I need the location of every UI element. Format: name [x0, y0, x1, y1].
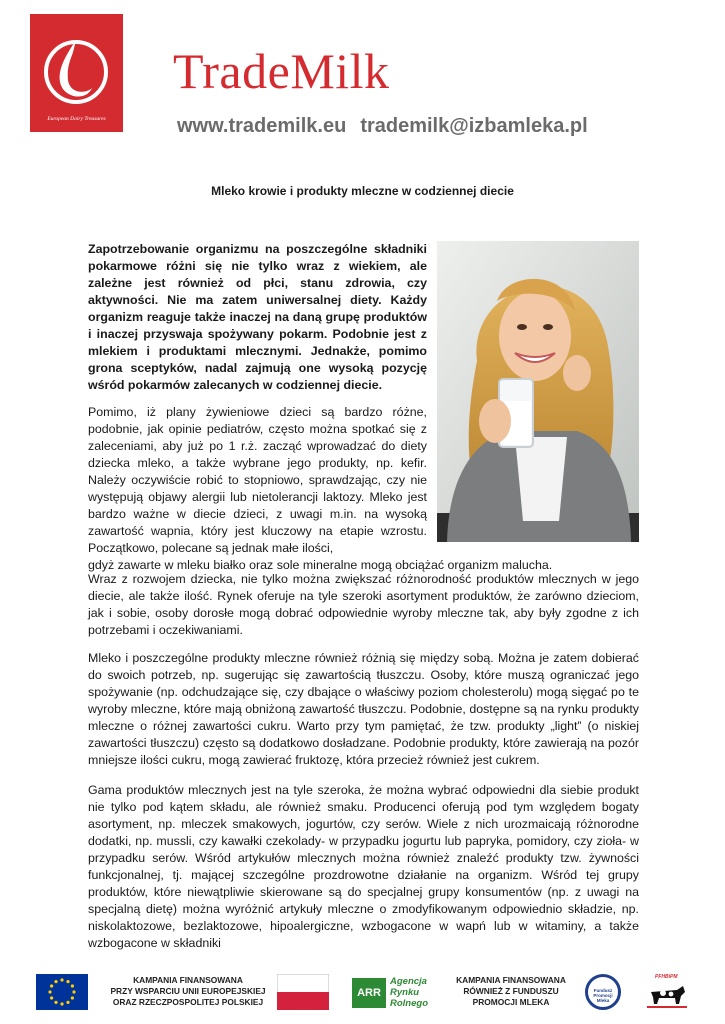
contact-line	[177, 115, 588, 138]
article-title: Mleko krowie i produkty mleczne w codziennej diecie	[211, 184, 514, 198]
paragraph-4: Gama produktów mlecznych jest na tyle szeroka, że można wybrać odpowiedni dla siebie produkt nie tylko pod kątem składu, ale również smaku. Producenci oferują pod tym względem bogaty asortyment, np. mleczek smakowych, jogurtów, czy serów. Wiele z nich urozmaicają różnorodne dodatki, np. mussli, czy kawałki czekolady- w przypadku jogurtu lub papryka, pomidory, czy zioła- w przypadku serów. Wśród artykułów mlecznych można również znaleźć produkty tzw. żywności funkcjonalnej, tj. mającej szczególne prozdrowotne działanie na organizm. Wśród tej grupy produktów, które niewątpliwie skierowane są do specjalnej grupy konsumentów (np. z uwagi na specjalną dietę) można wyróżnić artykuły mleczne o zmodyfikowanym odpowiednio składzie, np. niskolaktozowe, bezlaktozowe, hipoalergiczne, wzbogacone w wapń lub w witaminy, a także wzbogacone w składniki	[88, 783, 639, 950]
arr-logo: ARR Agencja Rynku Rolnego	[352, 976, 440, 1010]
cow-icon	[647, 982, 687, 1010]
brand-name: TradeMilk	[173, 43, 390, 99]
cow-breeders-logo: PFHBiPM	[645, 974, 689, 1012]
website-link[interactable]: www.trademilk.eu	[177, 115, 347, 137]
logo-caption: European Dairy Treasures	[47, 116, 106, 122]
paragraph-3: Mleko i poszczególne produkty mleczne również różnią się między sobą. Można je zatem dobierać do swoich potrzeb, np. sugerując się zawartością tłuszczu. Osoby, które muszą ograniczać jego spożywanie (np. odchudzające się, czy dbające o właściwy poziom cholesterolu) mogą sięgać po te wyroby mleczne, które mają obniżoną zawartość tłuszczu. Podobnie, dostępne są na rynku produkty mleczne o różnej zawartości cukru. Warto przy tym pamiętać, że tzw. produkty „light” (o niskiej zawartości tłuszczu) często są dodatkowo dosładzane. Podobnie produkty, które zawierają na pozór mniejsze ilości cukru, mogą zawierać fruktozę, która przecież również jest cukrem.	[88, 651, 639, 767]
paragraph-1-last-line: gdyż zawarte w mleku białko oraz sole mineralne mogą obciążać organizm malucha.	[88, 558, 553, 572]
footer	[0, 966, 725, 1024]
article-lead: Zapotrzebowanie organizmu na poszczególne składniki pokarmowe różni się nie tylko wraz z wiekiem, ale zależne jest również od płci, stanu zdrowia, czy aktywności. Nie ma zatem uniwersalnej diety. Każdy organizm reaguje także inaczej na daną grupę produktów i inaczej przyswaja spożywany pokarm. Podobnie jest z mlekiem i produktami mlecznymi. Jednakże, pomimo grona sceptyków, nadal zajmują one wysoką pozycję wśród pokarmów zalecanych w codziennej diecie.	[88, 242, 427, 392]
paragraph-2: Wraz z rozwojem dziecka, nie tylko można zwiększać różnorodność produktów mlecznych w jego diecie, ale także ilość. Rynek oferuje na tyle szeroki asortyment produktów, że zarówno dzieciom, jak i sobie, osoby dorosłe mogą dobrać odpowiednie wyroby mleczne tak, aby były zgodne z ich potrzebami i oczekiwaniami.	[88, 572, 639, 637]
poland-flag-icon	[277, 974, 329, 1010]
paragraph-1	[88, 404, 553, 574]
trademilk-logo	[30, 14, 123, 132]
milk-drop-icon	[30, 14, 123, 132]
paragraph-1-text: Pomimo, iż plany żywieniowe dzieci są bardzo różne, podobnie, jak opinie pediatrów, często można spotkać się z zaleceniami, aby już po 1 r.ż. zacząć wprowadzać do diety dziecka mleko, a także wybrane jego produkty, np. kefir. Należy oczywiście robić to stopniowo, sprawdzając, czy nie występują objawy alergii lub nietolerancji laktozy. Mleko jest bardzo ważne w diecie dzieci, z uwagi m.in. na wysoką zawartość wapnia, który jest kluczowy na etapie wzrostu. Początkowo, polecane są jednak małe ilości,	[88, 405, 427, 555]
woman-with-milk-photo	[437, 241, 639, 542]
campaign-milk-fund-text: KAMPANIA FINANSOWANA RÓWNIEŻ Z FUNDUSZU PROMOCJI MLEKA	[456, 975, 566, 1007]
eu-flag-icon	[36, 974, 88, 1010]
email-link[interactable]: trademilk@izbamleka.pl	[360, 115, 588, 137]
milk-fund-seal-icon: Fundusz Promocji Mleka	[585, 974, 621, 1010]
campaign-eu-text: KAMPANIA FINANSOWANA PRZY WSPARCIU UNII EUROPEJSKIEJ ORAZ RZECZPOSPOLITEJ POLSKIEJ	[110, 975, 266, 1007]
